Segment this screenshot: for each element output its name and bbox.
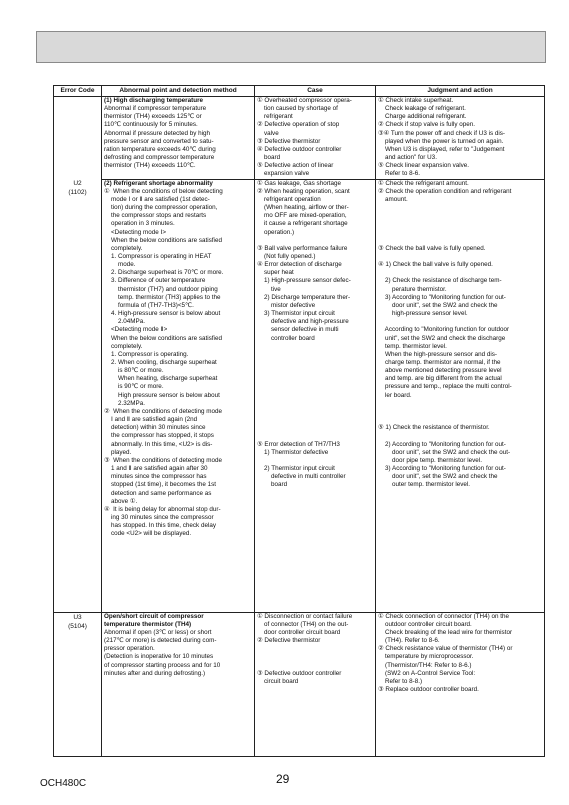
table-row	[54, 97, 545, 180]
header-error-code: Error Code	[54, 86, 102, 97]
error-code-cell	[54, 97, 102, 180]
case-cell: ① Gas leakage, Gas shortage ② When heating operation, scant refrigerant operation (When heating, airflow or ther- mo OFF are mixed-operation, it cause a refrigerant shortage operation.) ③ Ball valve performance failure (Not fully opened.) ④ Error detection of discharge super heat 1) High-pressure sensor defec- tive 2) Discharge temperature ther- mistor defective 3) Thermistor input circuit defective and high-pressure sensor defective in multi controller board ⑤ Error detection of TH7/TH3 1) Thermistor defective 2) Thermistor input circuit defective in multi controller board	[255, 179, 376, 612]
header-abnormal-point: Abnormal point and detection method	[102, 86, 255, 97]
error-code-cell: U3 (5104)	[54, 612, 102, 756]
case-cell: ① Disconnection or contact failure of connector (TH4) on the out- door controller circuit board ② Defective thermistor ③ Defective outdoor controller circuit board	[255, 612, 376, 756]
model-number: OCH480C	[40, 778, 87, 789]
abnormal-cell: (1) High discharging temperature Abnormal if compressor temperature thermistor (TH4) exceeds 125℃ or 110℃ continuously for 5 minutes. Abnormal if pressure detected by high pressure sensor and converted to satu- ration temperature exceeds 40℃ during defrosting and compressor temperature thermistor (TH4) exceeds 110℃.	[102, 97, 255, 180]
table-header-row	[54, 86, 545, 97]
error-code-cell: U2 (1102)	[54, 179, 102, 612]
case-cell: ① Overheated compressor opera- tion caused by shortage of refrigerant ② Defective operation of stop valve ③ Defective thermistor ④ Defective outdoor controller board ⑤ Defective action of linear expansion valve	[255, 97, 376, 180]
table-row	[54, 612, 545, 756]
header-judgment: Judgment and action	[376, 86, 545, 97]
judgment-cell: ① Check connection of connector (TH4) on the outdoor controller circuit board. Check breaking of the lead wire for thermistor (TH4). Refer to 8-6. ② Check resistance value of thermistor (TH4) or temperature by microprocessor. (Thermistor/TH4: Refer to 8-6.) (SW2 on A-Control Service Tool: Refer to 8-8.) ③ Replace outdoor controller board.	[376, 612, 545, 756]
judgment-cell: ① Check the refrigerant amount. ② Check the operation condition and refrigerant amount. ③ Check the ball valve is fully opened. ④ 1) Check the ball valve is fully opened. 2) Check the resistance of discharge tem- perature thermistor. 3) According to "Monitoring function for out- door unit", set the SW2 and check the high-pressure sensor level. According to "Monitoring function for outdoor unit", set the SW2 and check the discharge temp. thermistor level. When the high-pressure sensor and dis- charge temp. thermistor are normal, if the above mentioned detecting pressure level and temp. are big different from the actual pressure and temp., replace the multi control- ler board. ⑤ 1) Check the resistance of thermistor. 2) According to "Monitoring function for out- door unit", set the SW2 and check the out- door pipe temp. thermistor level. 3) According to "Monitoring function for out- door unit", set the SW2 and check the outer temp. thermistor level.	[376, 179, 545, 612]
table-row	[54, 179, 545, 612]
header-banner	[36, 31, 546, 63]
abnormal-cell: Open/short circuit of compressor temperature thermistor (TH4) Abnormal if open (3℃ or less) or short (217℃ or more) is detected during com- pressor operation. (Detection is inoperative for 10 minutes of compressor starting process and for 10 minutes after and during defrosting.)	[102, 612, 255, 756]
page-number: 29	[276, 772, 290, 786]
judgment-cell: ① Check intake superheat. Check leakage of refrigerant. Charge additional refrigerant. ② Check if stop valve is fully open. ③④ Turn the power off and check if U3 is dis- played when the power is turned on again. When U3 is displayed, refer to "Judgement and action" for U3. ⑤ Check linear expansion valve. Refer to 8-6.	[376, 97, 545, 180]
header-case: Case	[255, 86, 376, 97]
error-code-table	[53, 85, 545, 757]
abnormal-cell: (2) Refrigerant shortage abnormality ① When the conditions of below detecting mode Ⅰ or Ⅱ are satisfied (1st detec- tion) during the compressor operation, the compressor stops and restarts operation in 3 minutes. <Detecting mode Ⅰ> When the below conditions are satisfied completely. 1. Compressor is operating in HEAT mode. 2. Discharge superheat is 70℃ or more. 3. Difference of outer temperature thermistor (TH7) and outdoor piping temp. thermistor (TH3) applies to the formula of (TH7-TH3)<5℃. 4. High-pressure sensor is below about 2.04MPa. <Detecting mode Ⅱ> When the below conditions are satisfied completely. 1. Compressor is operating. 2. When cooling, discharge superheat is 80℃ or more. When heating, discharge superheat is 90℃ or more. High pressure sensor is below about 2.32MPa. ② When the conditions of detecting mode Ⅰ and Ⅱ are satisfied again (2nd detection) within 30 minutes since the compressor has stopped, it stops abnormally. In this time, <U2> is dis- played. ③ When the conditions of detecting mode 1 and Ⅱ are satisfied again after 30 minutes since the compressor has stopped (1st time), it becomes the 1st detection and same performance as above ①. ④ It is being delay for abnormal stop dur- ing 30 minutes since the compressor has stopped. In this time, check delay code <U2> will be displayed.	[102, 179, 255, 612]
